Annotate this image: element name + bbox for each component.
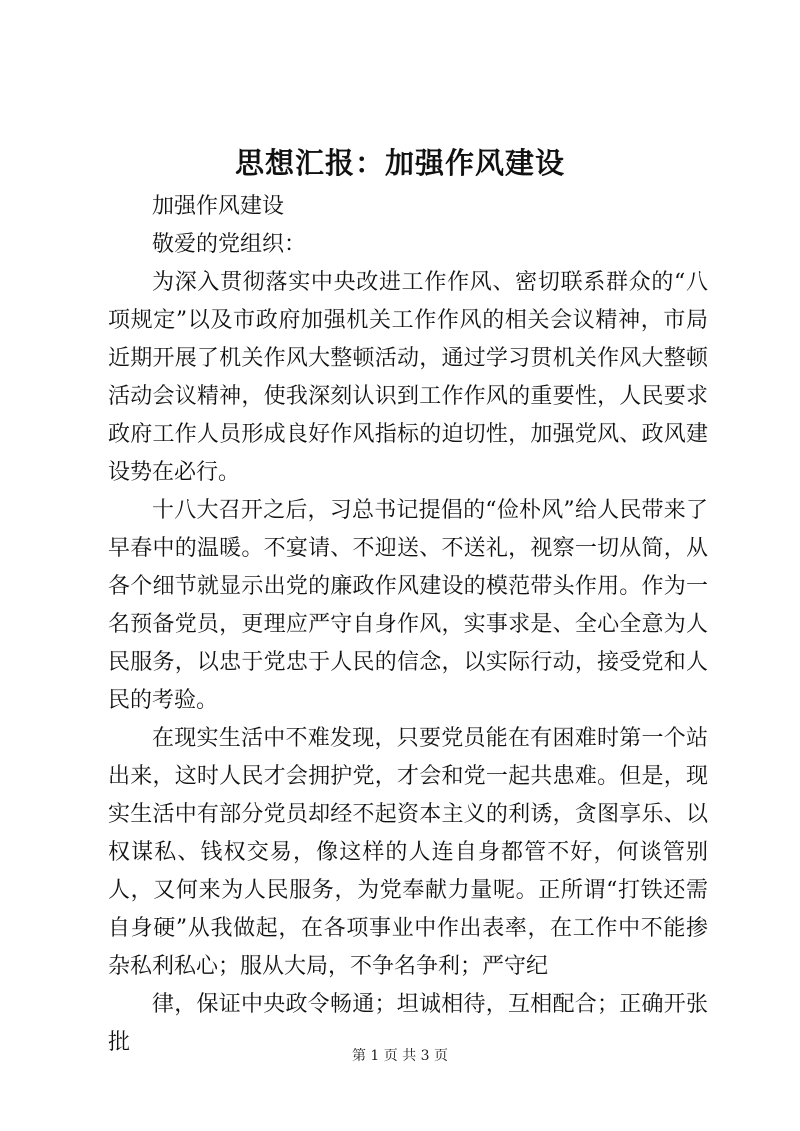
- paragraph-2: 十八大召开之后，习总书记提倡的“俭朴风”给人民带来了早春中的温暖。不宴请、不迎送、不送礼，视察一切从简，从各个细节就显示出党的廉政作风建设的模范带头作用。作为一名预备党员，更理应严守自身作风，实事求是、全心全意为人民服务，以忠于党忠于人民的信念，以实际行动，接受党和人民的考验。: [108, 498, 708, 713]
- paragraph-salutation: 敬爱的党组织：: [152, 232, 307, 257]
- paragraph-4: 律，保证中央政令畅通；坦诚相待，互相配合；正确开张批: [108, 992, 708, 1055]
- document-title: 思想汇报：加强作风建设: [234, 146, 565, 180]
- paragraph-subtitle: 加强作风建设: [152, 194, 285, 219]
- paragraph-1: 为深入贯彻落实中央改进工作作风、密切联系群众的“八项规定”以及市政府加强机关工作作风的相关会议精神，市局近期开展了机关作风大整顿活动，通过学习贯机关作风大整顿活动会议精神，使我深刻认识到工作作风的重要性，人民要求政府工作人员形成良好作风指标的迫切性，加强党风、政风建设势在必行。: [108, 270, 708, 485]
- paragraph-3: 在现实生活中不难发现，只要党员能在有困难时第一个站出来，这时人民才会拥护党，才会和党一起共患难。但是，现实生活中有部分党员却经不起资本主义的利诱，贪图享乐、以权谋私、钱权交易，像这样的人连自身都管不好，何谈管别人，又何来为人民服务，为党奉献力量呢。正所谓“打铁还需自身硬”从我做起，在各项事业中作出表率，在工作中不能掺杂私利私心；服从大局，不争名争利；严守纪: [108, 726, 708, 979]
- document-body: [108, 188, 708, 1062]
- page-footer: 第 1 页 共 3 页: [351, 1048, 449, 1064]
